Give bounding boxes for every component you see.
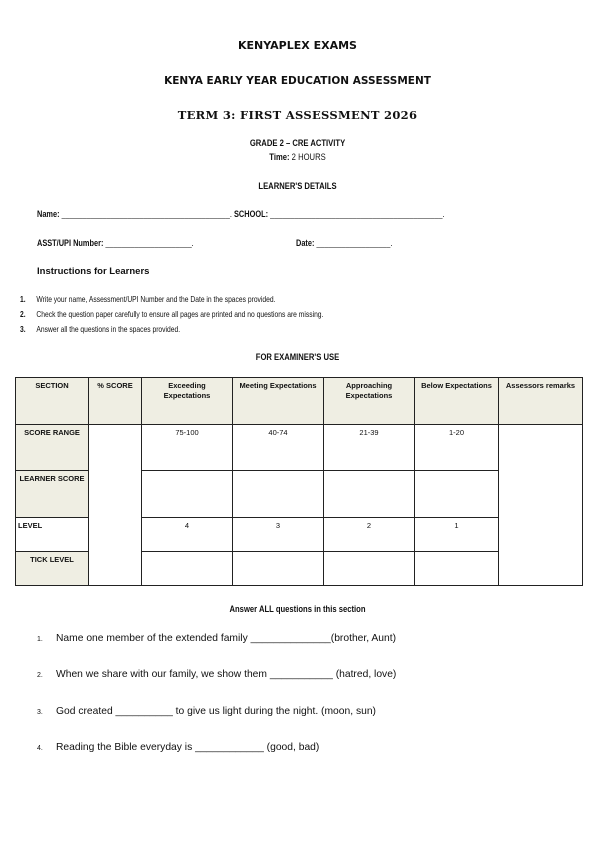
asst-number-row — [37, 238, 194, 248]
learner-details-title: LEARNER'S DETAILS — [258, 181, 337, 191]
learner-score-exceeding[interactable] — [142, 471, 233, 518]
name-field[interactable]: _________________________________________. — [59, 209, 235, 219]
date-row — [296, 238, 392, 248]
asst-field[interactable]: _____________________. — [103, 238, 194, 248]
header-approaching: Approaching Expectations — [324, 378, 415, 425]
instruction-number: 3. — [20, 325, 26, 334]
instruction-item — [20, 325, 180, 334]
row-label-learner-score: LEARNER SCORE — [16, 471, 89, 518]
question-text: Reading the Bible everyday is ____________ (good, bad) — [56, 742, 320, 753]
instruction-text: Check the question paper carefully to ensure all pages are printed and no questions are missing. — [36, 310, 324, 319]
question-number: 3. — [37, 709, 43, 716]
name-label: Name: — [37, 209, 60, 219]
score-range-exceeding: 75-100 — [142, 425, 233, 471]
table-row — [16, 425, 583, 471]
header-section: SECTION — [16, 378, 89, 425]
assessment-title: KENYA EARLY YEAR EDUCATION ASSESSMENT — [164, 75, 431, 87]
grade-title: GRADE 2 – CRE ACTIVITY — [249, 138, 346, 148]
question-number: 1. — [37, 636, 43, 643]
question-item — [37, 633, 396, 644]
header-below: Below Expectations — [415, 378, 499, 425]
level-approaching: 2 — [324, 518, 415, 552]
tick-level-below[interactable] — [415, 552, 499, 586]
level-meeting: 3 — [233, 518, 324, 552]
name-school-row — [37, 209, 445, 219]
score-range-meeting: 40-74 — [233, 425, 324, 471]
learner-score-below[interactable] — [415, 471, 499, 518]
instruction-item — [20, 310, 323, 319]
level-exceeding: 4 — [142, 518, 233, 552]
date-label: Date: — [296, 238, 315, 248]
org-title: KENYAPLEX EXAMS — [238, 39, 357, 52]
header-percent-score: % SCORE — [89, 378, 142, 425]
school-label: SCHOOL: — [234, 209, 269, 219]
instruction-item — [20, 295, 275, 304]
assessors-remarks-cell[interactable] — [499, 425, 583, 586]
header-meeting: Meeting Expectations — [233, 378, 324, 425]
question-text: When we share with our family, we show them ___________ (hatred, love) — [56, 669, 397, 680]
question-number: 4. — [37, 745, 43, 752]
score-range-below: 1-20 — [415, 425, 499, 471]
instructions-title: Instructions for Learners — [37, 266, 150, 277]
question-text: God created __________ to give us light during the night. (moon, sun) — [56, 706, 376, 717]
time-value: 2 HOURS — [289, 152, 326, 162]
learner-score-meeting[interactable] — [233, 471, 324, 518]
question-text: Name one member of the extended family ______________(brother, Aunt) — [56, 633, 397, 644]
asst-label: ASST/UPI Number: — [37, 238, 104, 248]
level-below: 1 — [415, 518, 499, 552]
instruction-number: 1. — [20, 295, 26, 304]
date-field[interactable]: __________________. — [314, 238, 393, 248]
answer-all-title: Answer ALL questions in this section — [229, 604, 366, 614]
score-range-approaching: 21-39 — [324, 425, 415, 471]
percent-score-cell[interactable] — [89, 425, 142, 586]
table-header-row — [16, 378, 583, 425]
examiner-use-title: FOR EXAMINER'S USE — [255, 352, 340, 362]
school-field[interactable]: __________________________________________. — [268, 209, 445, 219]
time-label: Time: — [269, 152, 290, 162]
tick-level-approaching[interactable] — [324, 552, 415, 586]
row-label-level: LEVEL — [16, 518, 89, 552]
instruction-number: 2. — [20, 310, 26, 319]
learner-score-approaching[interactable] — [324, 471, 415, 518]
question-item — [37, 669, 396, 680]
question-number: 2. — [37, 672, 43, 679]
row-label-tick-level: TICK LEVEL — [16, 552, 89, 586]
instruction-text: Write your name, Assessment/UPI Number and the Date in the spaces provided. — [36, 295, 276, 304]
instruction-text: Answer all the questions in the spaces provided. — [36, 325, 181, 334]
question-item — [37, 706, 376, 717]
row-label-score-range: SCORE RANGE — [16, 425, 89, 471]
question-item — [37, 742, 319, 753]
time-line — [45, 152, 551, 162]
tick-level-exceeding[interactable] — [142, 552, 233, 586]
examiner-score-table — [15, 377, 583, 586]
header-assessors-remarks: Assessors remarks — [499, 378, 583, 425]
tick-level-meeting[interactable] — [233, 552, 324, 586]
term-title: TERM 3: FIRST ASSESSMENT 2026 — [177, 108, 418, 122]
header-exceeding: Exceeding Expectations — [142, 378, 233, 425]
